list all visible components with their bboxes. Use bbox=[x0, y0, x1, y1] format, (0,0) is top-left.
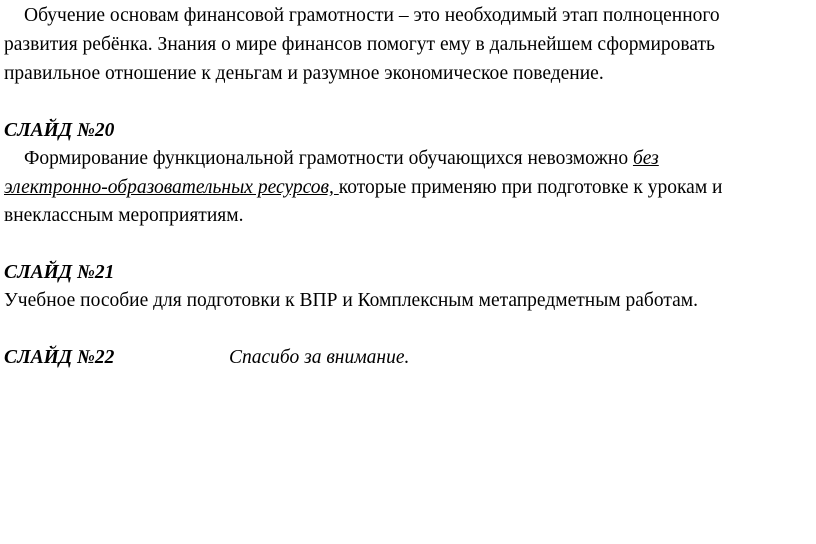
slide-20-emphasis-end: электронно-образовательных ресурсов, bbox=[4, 177, 339, 198]
paragraph-1-line-2: развития ребёнка. Знания о мире финансов помогут ему в дальнейшем сформировать bbox=[4, 34, 715, 55]
slide-20-line-3: внеклассным мероприятиям. bbox=[4, 205, 244, 226]
paragraph-1-line-3: правильное отношение к деньгам и разумное экономическое поведение. bbox=[4, 63, 604, 84]
slide-20-emphasis-start: без bbox=[632, 148, 659, 169]
thanks-text: Спасибо за внимание. bbox=[229, 347, 410, 368]
slide-21-line-1: Учебное пособие для подготовки к ВПР и Комплексным метапредметным работам. bbox=[4, 290, 698, 311]
slide-22-heading: СЛАЙД №22 bbox=[4, 347, 115, 368]
paragraph-1-line-1: Обучение основам финансовой грамотности – это необходимый этап полноценного bbox=[24, 5, 720, 26]
slide-20-line-2-text: которые применяю при подготовке к урокам и bbox=[338, 177, 723, 198]
slide-20-line-1-text: Формирование функциональной грамотности обучающихся невозможно bbox=[24, 148, 633, 169]
slide-22-row bbox=[4, 344, 804, 372]
slide-20-line-2 bbox=[4, 174, 723, 202]
slide-21-heading: СЛАЙД №21 bbox=[4, 262, 115, 283]
slide-20-line-1 bbox=[24, 145, 659, 173]
slide-20-heading: СЛАЙД №20 bbox=[4, 120, 115, 141]
